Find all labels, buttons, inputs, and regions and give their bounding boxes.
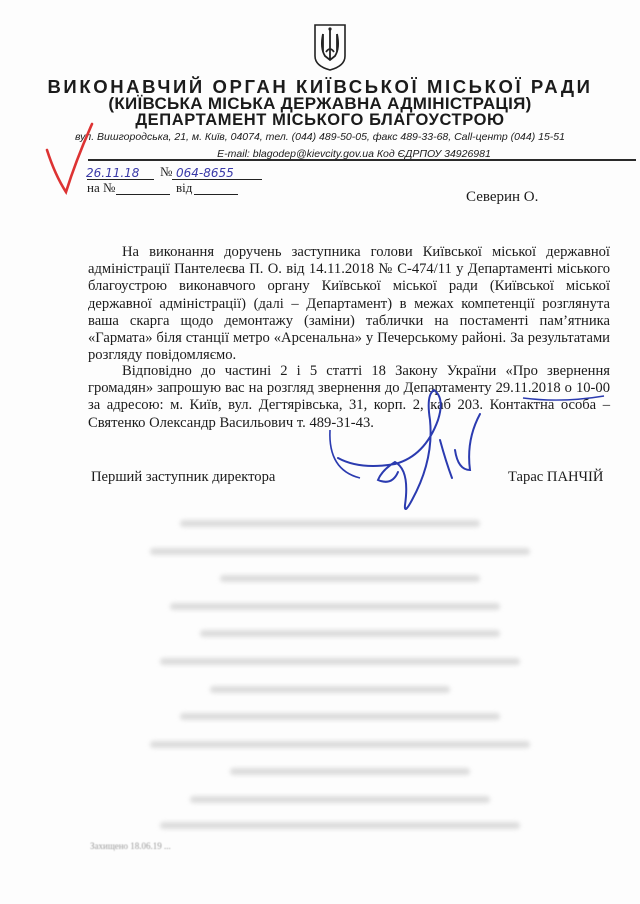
reply-number-line [116, 194, 170, 195]
reply-from-label: від [176, 180, 193, 195]
body-paragraph-2: Відповідно до частині 2 і 5 статті 18 Закону України «Про звернення громадян» запрошую вас на розгляд звернення до Департаменту 29.11.2018 о 10-00 за адресою: м. Київ, вул. Дегтярівська, 31, корп. 2, каб 203. Контактна особа – Святенко Олександр Васильович т. 489-31-43. [88, 363, 610, 431]
redacted-line [170, 603, 500, 610]
signer-title: Перший заступник директора [91, 469, 276, 485]
reply-date-line [194, 194, 238, 195]
footer-note: Захищено 18.06.19 ... [90, 841, 171, 851]
redacted-line [210, 686, 450, 693]
recipient-name: Северин О. [466, 189, 539, 205]
signature-loop [330, 430, 360, 478]
redacted-line [220, 575, 480, 582]
department-address: вул. Вишгородська, 21, м. Київ, 04074, тел. (044) 489-50-05, факс 489-33-68, Call-центр (044) 15-51 [75, 131, 565, 143]
redacted-line [150, 741, 530, 748]
department-email: E-mail: blagodep@kievcity.gov.ua Код ЄДРПОУ 34926981 [217, 148, 491, 160]
org-title: ВИКОНАВЧИЙ ОРГАН КИЇВСЬКОЇ МІСЬКОЇ РАДИ [47, 76, 593, 97]
redacted-line [160, 658, 520, 665]
header-divider [88, 159, 636, 161]
redacted-line [160, 822, 520, 829]
redacted-line [180, 713, 500, 720]
redacted-line [230, 768, 470, 775]
coat-of-arms-icon [312, 22, 348, 72]
redacted-line [190, 796, 490, 803]
registration-number: 064-8655 [176, 166, 234, 180]
redacted-line [150, 548, 530, 555]
signer-name: Тарас ПАНЧІЙ [508, 469, 604, 485]
redacted-line [180, 520, 480, 527]
body-paragraph-1: На виконання доручень заступника голови Київської міської державної адміністрації Пантелеєва П. О. від 14.11.2018 № С-474/11 у Департаменті міського благоустрою виконавчого органу Київської міської ради (Київської міської державної адміністрації) (далі – Департамент) в межах компетенції розглянута ваша скарга щодо демонтажу (заміни) таблички на постаменті пам’ятника «Гармата» біля станції метро «Арсенальна» у Печерському районі. За результатами розгляду повідомляємо. [88, 244, 610, 364]
org-subtitle: (КИЇВСЬКА МІСЬКА ДЕРЖАВНА АДМІНІСТРАЦІЯ) [108, 94, 532, 113]
registration-number-prefix: № [160, 164, 173, 179]
department-title: ДЕПАРТАМЕНТ МІСЬКОГО БЛАГОУСТРОЮ [135, 111, 505, 129]
registration-date: 26.11.18 [86, 166, 140, 180]
reply-to-label: на № [87, 180, 116, 195]
redacted-line [200, 630, 500, 637]
